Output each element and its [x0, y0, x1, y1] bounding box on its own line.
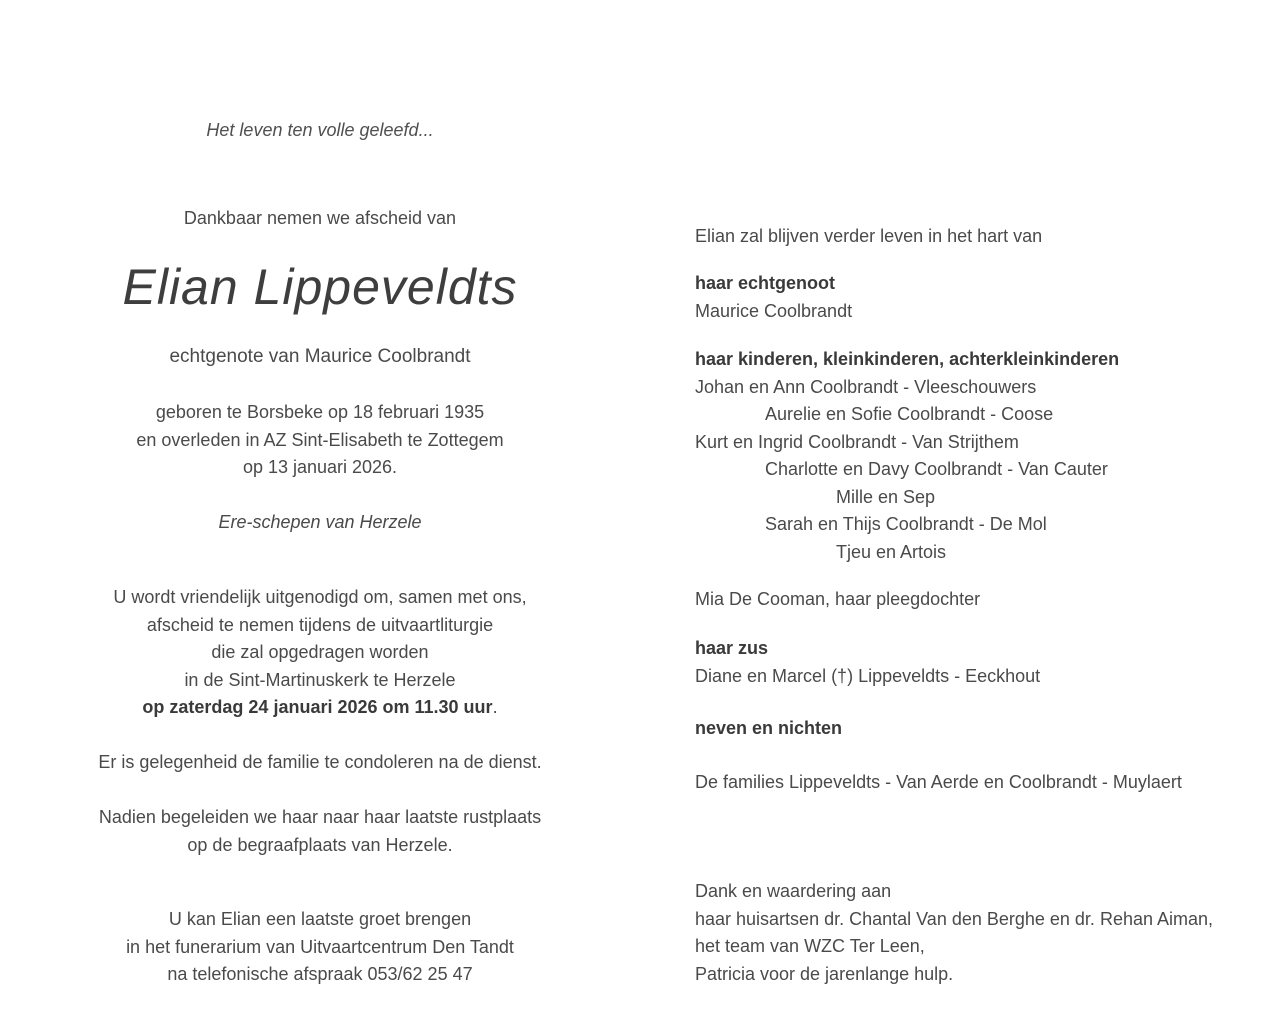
sister-heading: haar zus [695, 638, 769, 658]
family-member: Charlotte en Davy Coolbrandt - Van Cauter [765, 459, 1108, 479]
family-member: Sarah en Thijs Coolbrandt - De Mol [765, 514, 1047, 534]
families-line: De families Lippeveldts - Van Aerde en Coolbrandt - Muylaert [695, 772, 1182, 792]
family-member: Johan en Ann Coolbrandt - Vleeschouwers [695, 376, 1037, 397]
motto: Het leven ten volle geleefd... [206, 120, 434, 140]
family-intro: Elian zal blijven verder leven in het hart van [695, 226, 1043, 246]
ceremony-period: . [492, 697, 498, 717]
family-member: Kurt en Ingrid Coolbrandt - Van Strijthem [695, 431, 1019, 452]
birth-line: geboren te Borsbeke op 18 februari 1935 [155, 402, 485, 422]
invitation [40, 584, 600, 722]
thanks-line: Patricia voor de jarenlange hulp. [695, 963, 954, 984]
spouse-line: echtgenote van Maurice Coolbrandt [169, 346, 471, 367]
condolence-note: Er is gelegenheid de familie te condoleren na de dienst. [98, 752, 542, 772]
left-page [40, 0, 600, 1030]
death-date-line: op 13 januari 2026. [242, 457, 398, 477]
invite-line: U wordt vriendelijk uitgenodigd om, samen met ons, [113, 587, 527, 607]
invite-line: die zal opgedragen worden [211, 642, 429, 662]
birth-death-details [40, 399, 600, 482]
ceremony-date: op zaterdag 24 januari 2026 om 11.30 uur [142, 697, 493, 717]
invite-line: in de Sint-Martinuskerk te Herzele [184, 669, 456, 690]
sister-name: Diane en Marcel (†) Lippeveldts - Eeckhout [695, 665, 1041, 686]
sister-section [695, 635, 1040, 690]
burial-note [40, 804, 600, 859]
foster-daughter: Mia De Cooman, haar pleegdochter [695, 589, 981, 609]
ceremony-date-line [40, 694, 600, 722]
family-member: Mille en Sep [836, 486, 936, 507]
thanks-line: haar huisartsen dr. Chantal Van den Berghe en dr. Rehan Aiman, [695, 908, 1214, 929]
burial-line: op de begraafplaats van Herzele. [187, 834, 453, 855]
invite-line: afscheid te nemen tijdens de uitvaartliturgie [146, 614, 494, 635]
burial-line: Nadien begeleiden we haar naar haar laatste rustplaats [98, 807, 542, 827]
spouse-name: Maurice Coolbrandt [695, 300, 853, 321]
funerarium-note [40, 906, 600, 989]
thanks-section [695, 878, 1213, 988]
intro-text: Dankbaar nemen we afscheid van [183, 208, 457, 228]
funerarium-phone-line: na telefonische afspraak 053/62 25 47 [167, 964, 473, 984]
thanks-line: Dank en waardering aan [695, 881, 892, 901]
thanks-line: het team van WZC Ter Leen, [695, 936, 925, 956]
cousins-heading: neven en nichten [695, 718, 843, 738]
spouse-section [695, 270, 852, 325]
funerarium-line: in het funerarium van Uitvaartcentrum Den Tandt [126, 936, 514, 957]
deceased-name: Elian Lippeveldts [122, 259, 518, 315]
right-page [695, 0, 1255, 1030]
honor-title: Ere-schepen van Herzele [218, 512, 422, 532]
children-heading: haar kinderen, kleinkinderen, achterkleinkinderen [695, 349, 1120, 369]
children-section [695, 346, 1119, 566]
family-member: Aurelie en Sofie Coolbrandt - Coose [765, 404, 1054, 424]
spouse-heading: haar echtgenoot [695, 273, 836, 293]
family-member: Tjeu en Artois [836, 541, 947, 562]
funerarium-line: U kan Elian een laatste groet brengen [168, 909, 472, 929]
death-place-line: en overleden in AZ Sint-Elisabeth te Zottegem [136, 429, 504, 450]
